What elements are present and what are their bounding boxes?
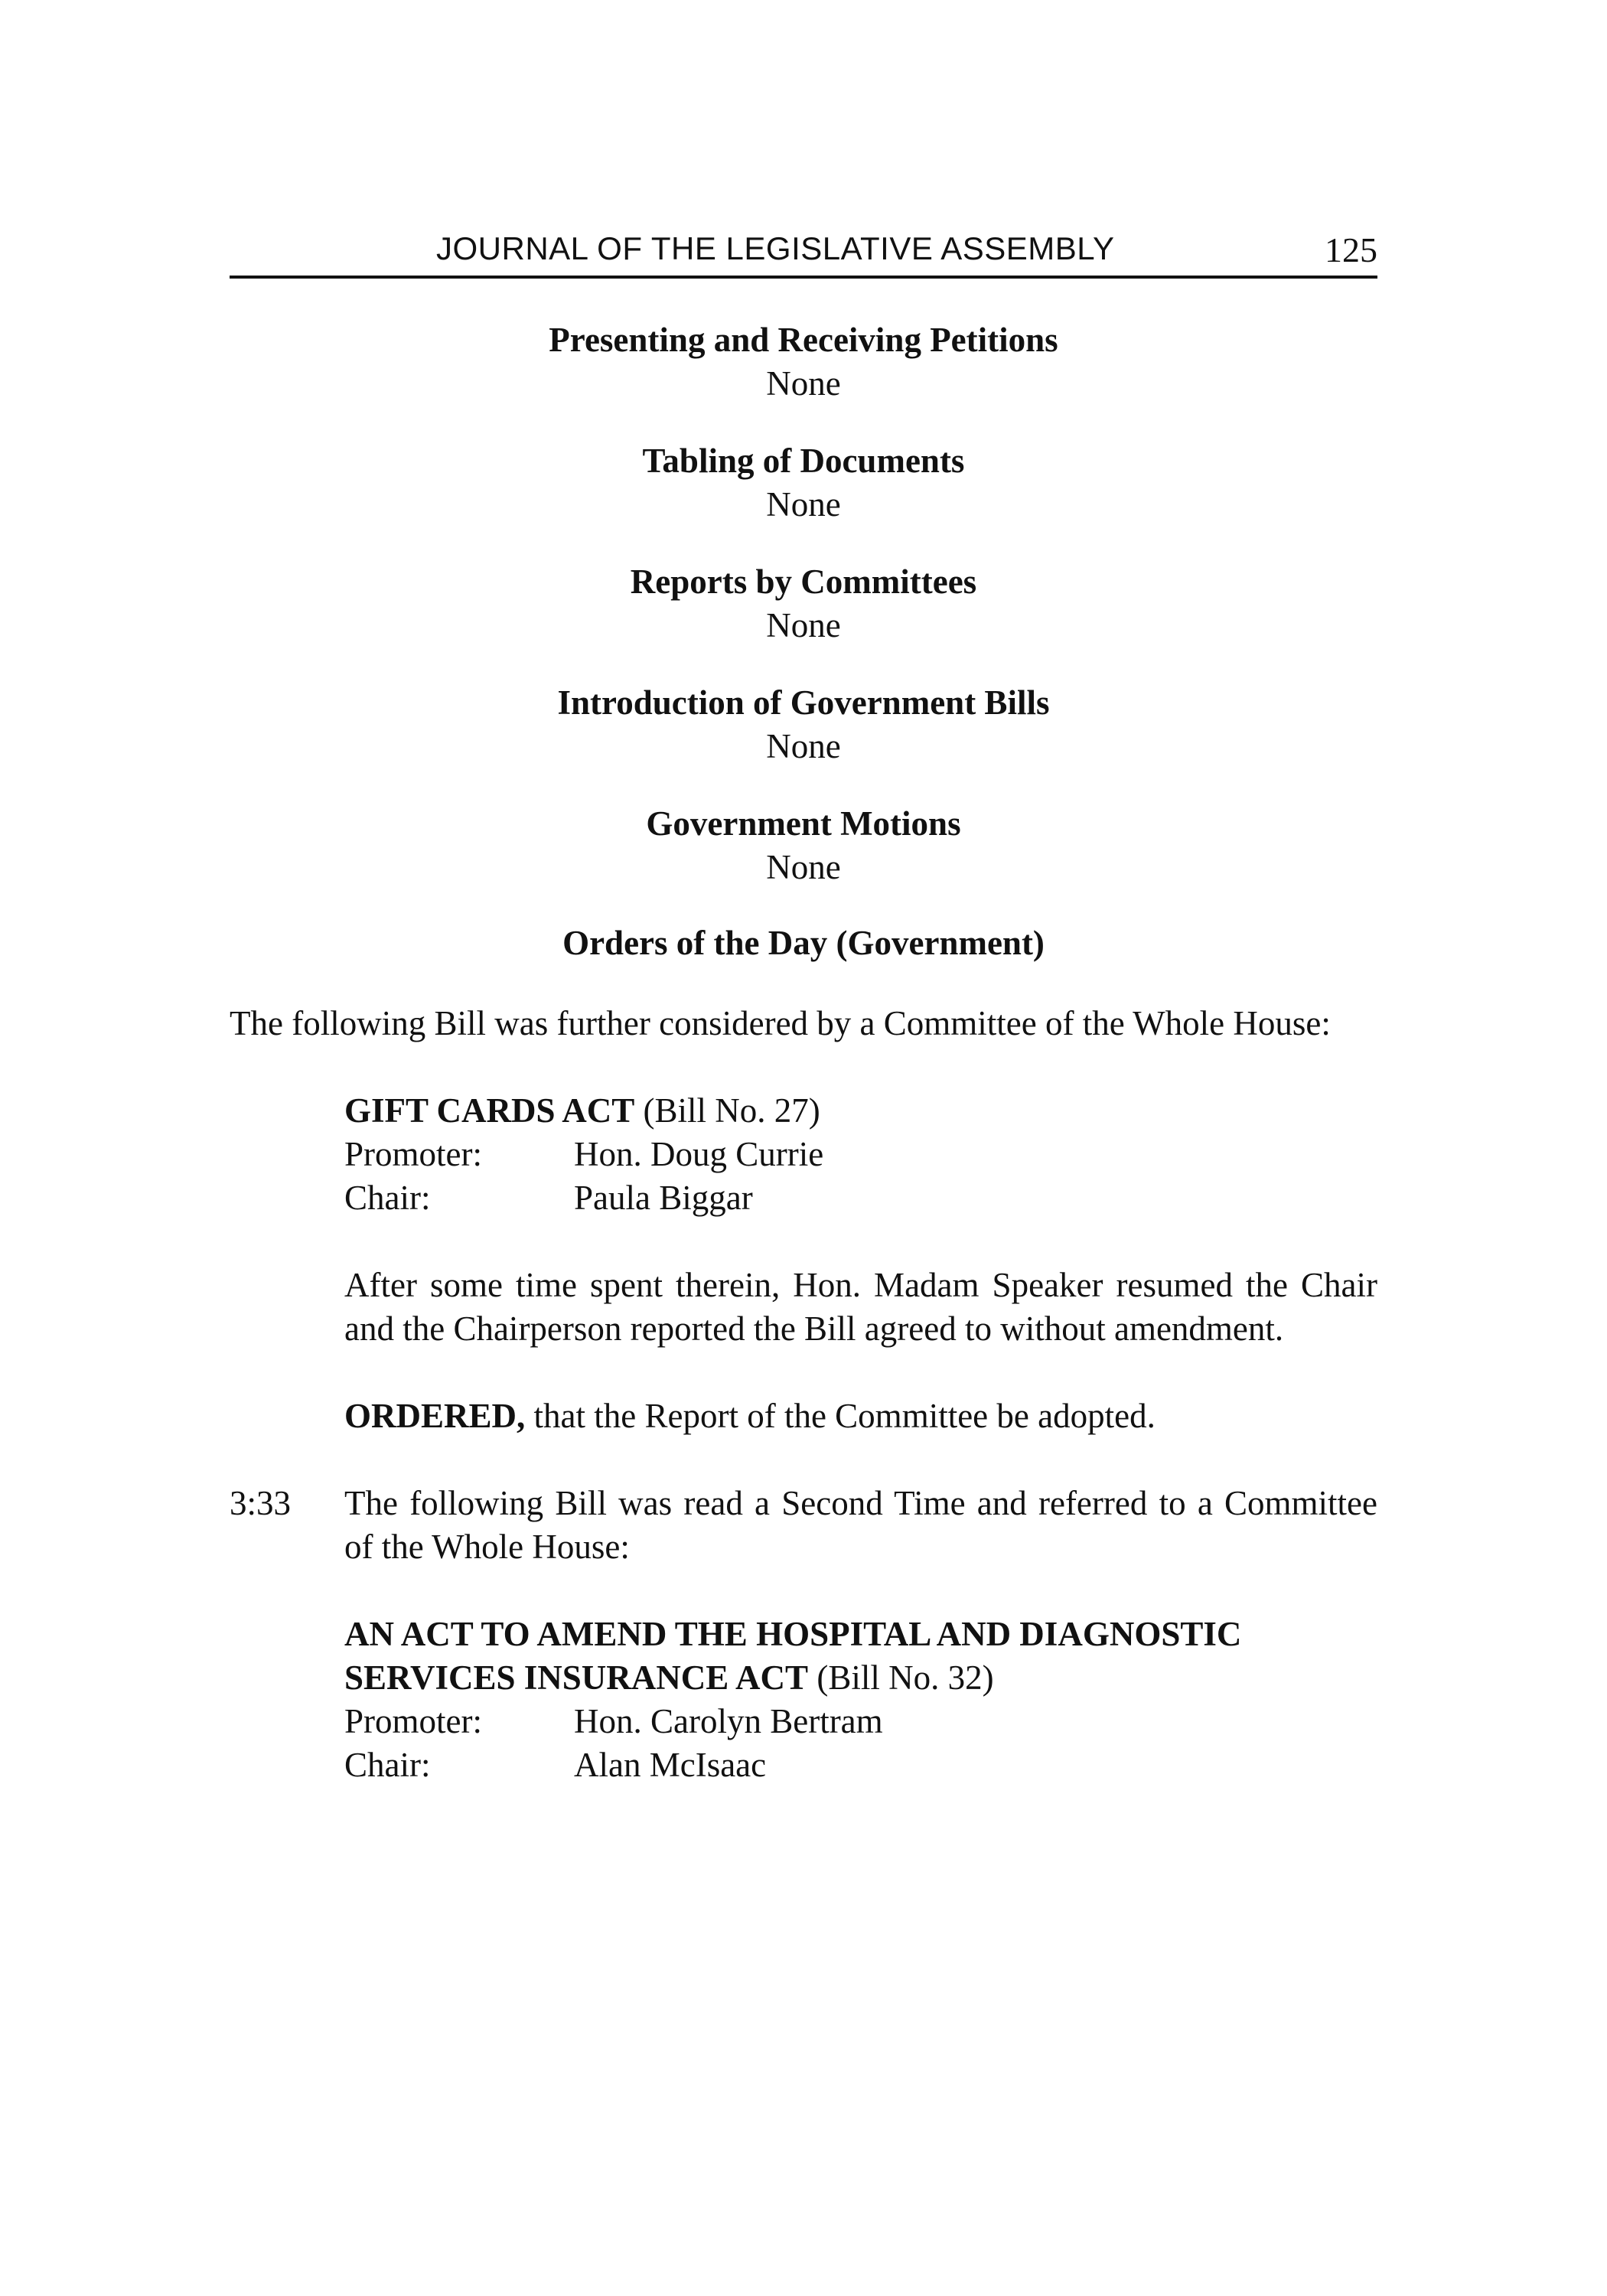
bill-32-block <box>344 1613 1377 1787</box>
chair-label: Chair: <box>344 1179 431 1217</box>
section-petitions <box>230 318 1377 406</box>
section-body: None <box>766 485 841 523</box>
section-committee-reports <box>230 560 1377 647</box>
chair-name: Alan McIsaac <box>574 1746 767 1784</box>
promoter-name: Hon. Carolyn Bertram <box>574 1702 883 1740</box>
promoter-row <box>344 1700 1377 1743</box>
journal-page <box>230 222 1377 1787</box>
section-body: None <box>766 364 841 403</box>
section-heading: Presenting and Receiving Petitions <box>549 321 1058 359</box>
intro-paragraph: The following Bill was further considered by a Committee of the Whole House: <box>230 1004 1331 1042</box>
section-heading: Tabling of Documents <box>642 442 965 480</box>
proceedings-sections <box>230 318 1377 965</box>
ordered-paragraph <box>344 1394 1377 1438</box>
bill-title: GIFT CARDS ACT <box>344 1091 635 1130</box>
section-government-motions <box>230 802 1377 889</box>
bill-title-line <box>344 1089 1377 1133</box>
orders-of-the-day-heading: Orders of the Day (Government) <box>562 924 1045 962</box>
journal-title: JOURNAL OF THE LEGISLATIVE ASSEMBLY <box>436 230 1115 266</box>
section-heading: Reports by Committees <box>630 563 977 601</box>
bill-number: (Bill No. 27) <box>643 1091 820 1130</box>
bill-title: AN ACT TO AMEND THE HOSPITAL AND DIAGNOSTIC SERVICES INSURANCE ACT <box>344 1615 1242 1697</box>
chair-name: Paula Biggar <box>574 1179 753 1217</box>
section-body: None <box>766 848 841 886</box>
section-tabling <box>230 439 1377 527</box>
chair-label: Chair: <box>344 1746 431 1784</box>
bill-title-line <box>344 1613 1377 1700</box>
committee-report-paragraph: After some time spent therein, Hon. Madam Speaker resumed the Chair and the Chairperson reported the Bill agreed to without amendment. <box>344 1266 1377 1348</box>
second-reading-entry <box>230 1482 1377 1569</box>
chair-row <box>344 1743 1377 1787</box>
promoter-name: Hon. Doug Currie <box>574 1135 824 1173</box>
second-reading-text: The following Bill was read a Second Time and referred to a Committee of the Whole House: <box>344 1484 1377 1566</box>
page-number: 125 <box>1325 230 1377 269</box>
bill-number: (Bill No. 32) <box>817 1658 994 1697</box>
promoter-row <box>344 1133 1377 1176</box>
entry-time: 3:33 <box>230 1484 292 1522</box>
running-header <box>230 222 1377 279</box>
section-body: None <box>766 727 841 765</box>
ordered-text: that the Report of the Committee be adopted. <box>533 1397 1156 1435</box>
section-body: None <box>766 606 841 644</box>
promoter-label: Promoter: <box>344 1702 482 1740</box>
ordered-label: ORDERED, <box>344 1397 526 1435</box>
section-heading: Introduction of Government Bills <box>557 683 1050 722</box>
section-government-bills <box>230 681 1377 768</box>
bill-27-block <box>344 1089 1377 1220</box>
section-heading: Government Motions <box>646 804 961 843</box>
promoter-label: Promoter: <box>344 1135 482 1173</box>
chair-row <box>344 1176 1377 1220</box>
